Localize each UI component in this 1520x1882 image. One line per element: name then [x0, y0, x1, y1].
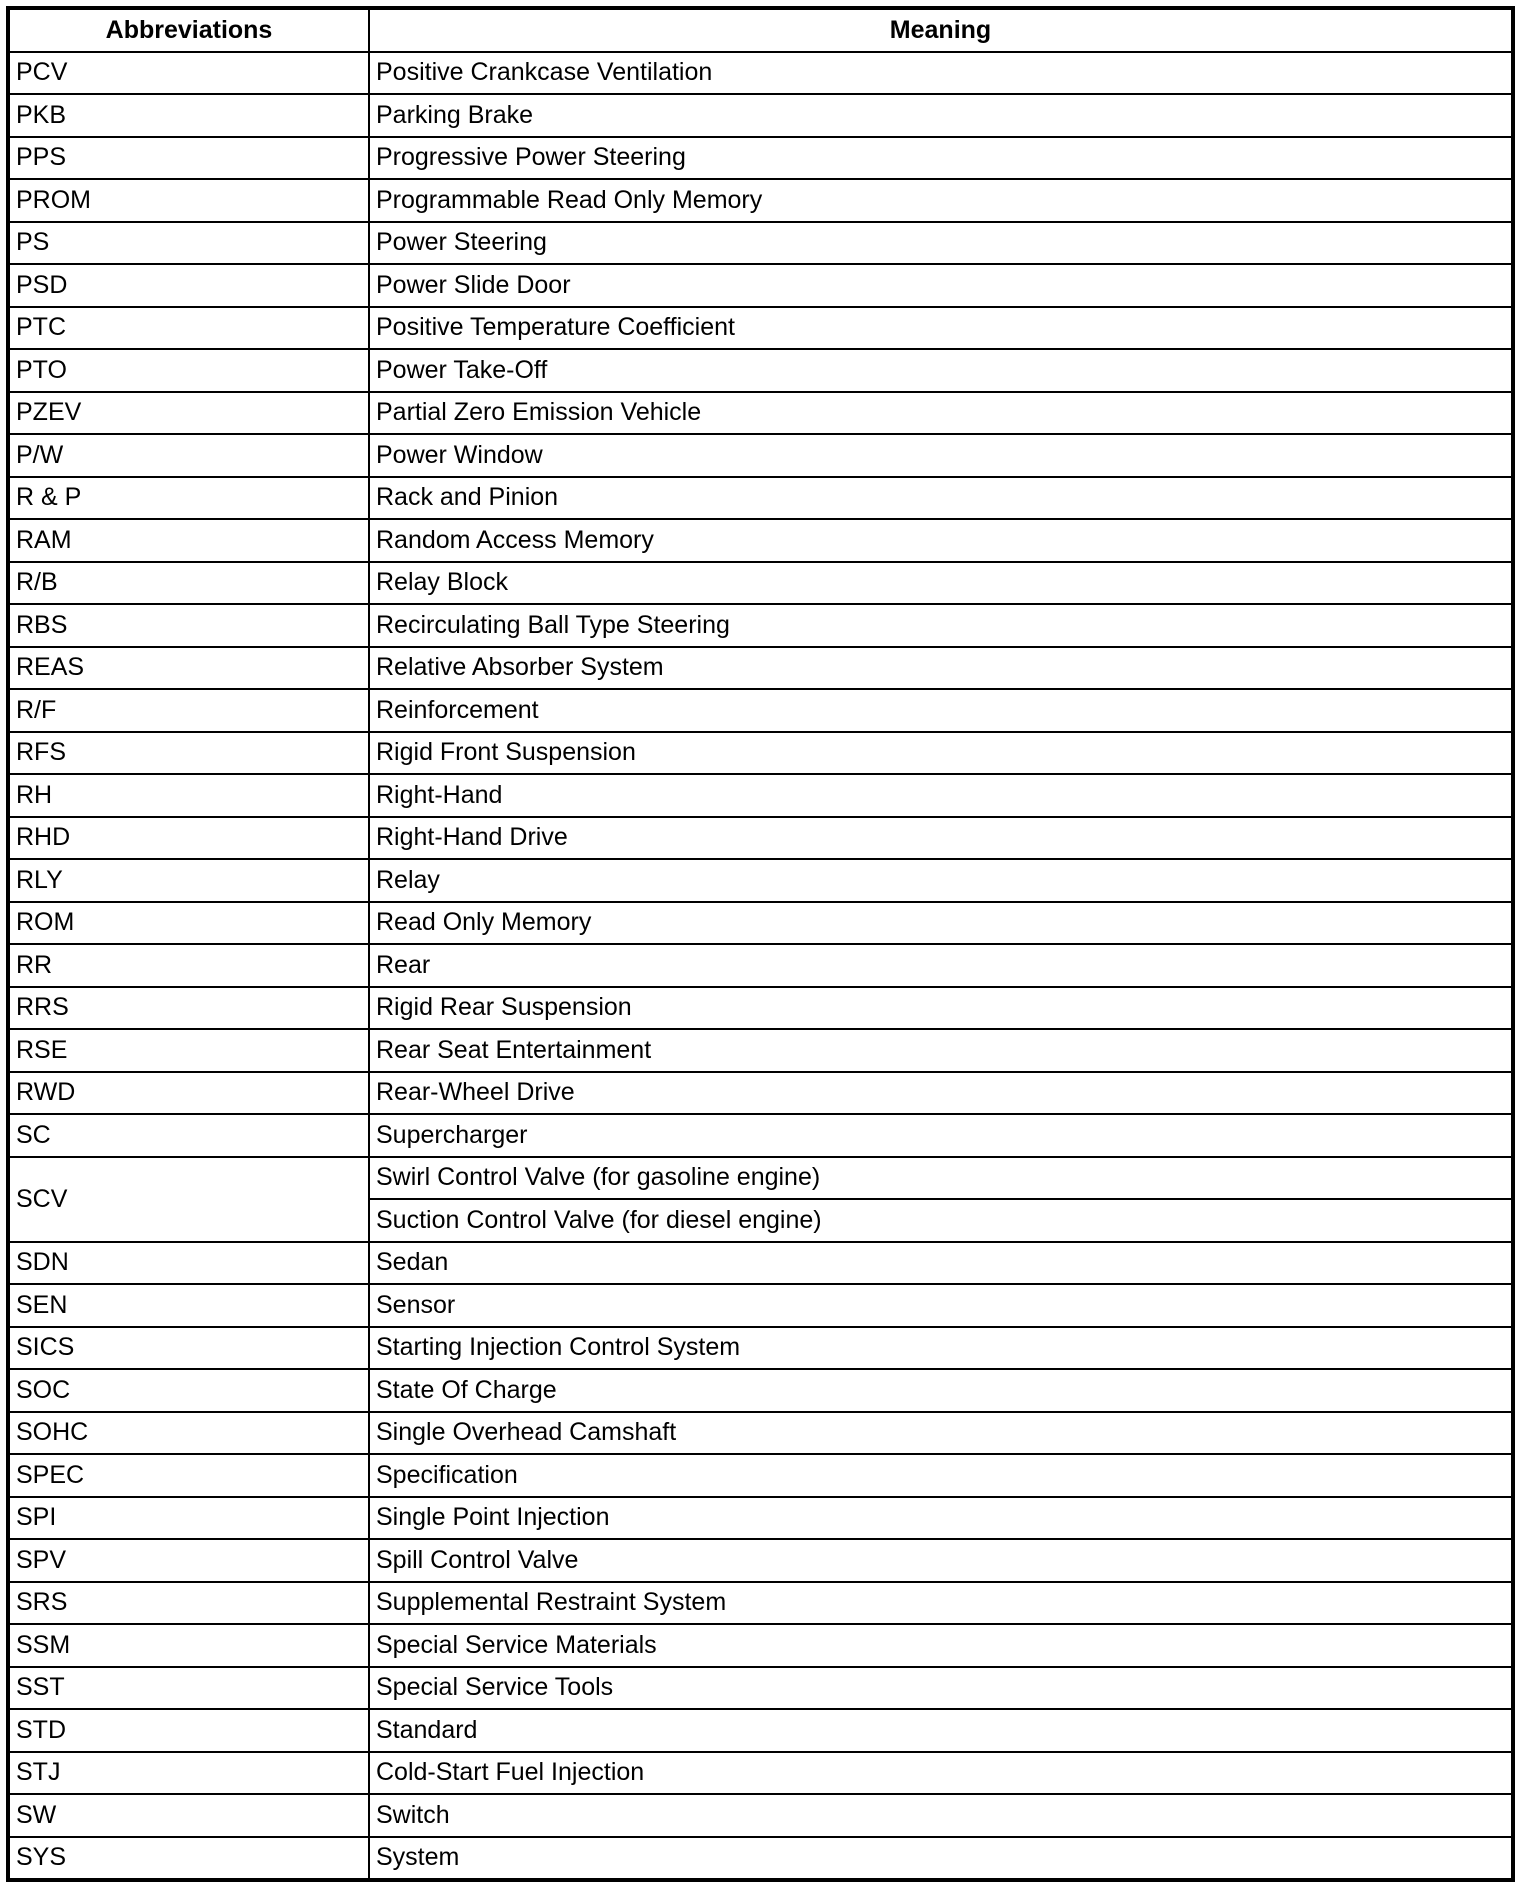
table-row: [8, 1369, 1513, 1412]
abbreviation-cell: SRS: [8, 1582, 369, 1625]
abbreviation-cell: RWD: [8, 1072, 369, 1115]
table-row: [8, 307, 1513, 350]
meaning-cell: Rack and Pinion: [369, 477, 1513, 520]
table-row: [8, 1539, 1513, 1582]
meaning-cell: Read Only Memory: [369, 902, 1513, 945]
table-row: [8, 1412, 1513, 1455]
table-row: [8, 1454, 1513, 1497]
abbreviation-cell: PROM: [8, 179, 369, 222]
meaning-cell: Supercharger: [369, 1114, 1513, 1157]
meaning-cell: System: [369, 1837, 1513, 1881]
abbreviation-cell: PTC: [8, 307, 369, 350]
table-row: [8, 1072, 1513, 1115]
abbreviation-cell: SEN: [8, 1284, 369, 1327]
abbreviation-cell: RBS: [8, 604, 369, 647]
meaning-cell: Rigid Front Suspension: [369, 732, 1513, 775]
table-row: [8, 1624, 1513, 1667]
abbreviation-cell: P/W: [8, 434, 369, 477]
meaning-cell: Sensor: [369, 1284, 1513, 1327]
table-row: [8, 1029, 1513, 1072]
abbreviation-cell: SW: [8, 1794, 369, 1837]
meaning-cell: Standard: [369, 1709, 1513, 1752]
abbreviation-cell: SOHC: [8, 1412, 369, 1455]
abbreviation-cell: SYS: [8, 1837, 369, 1881]
meaning-cell: Rear-Wheel Drive: [369, 1072, 1513, 1115]
table-row: [8, 434, 1513, 477]
meaning-cell: Positive Crankcase Ventilation: [369, 52, 1513, 95]
table-row: [8, 1667, 1513, 1710]
meaning-cell: Relay Block: [369, 562, 1513, 605]
table-header-row: [8, 8, 1513, 52]
table-row: [8, 987, 1513, 1030]
meaning-cell: Random Access Memory: [369, 519, 1513, 562]
abbreviation-cell: STD: [8, 1709, 369, 1752]
meaning-cell: Parking Brake: [369, 94, 1513, 137]
abbreviation-cell: STJ: [8, 1752, 369, 1795]
meaning-cell: Switch: [369, 1794, 1513, 1837]
abbreviation-cell: PTO: [8, 349, 369, 392]
abbreviation-cell: SST: [8, 1667, 369, 1710]
table-row: [8, 817, 1513, 860]
abbreviation-cell: R/F: [8, 689, 369, 732]
abbreviation-cell: RHD: [8, 817, 369, 860]
table-body: [8, 52, 1513, 1881]
abbreviation-cell: PZEV: [8, 392, 369, 435]
meaning-cell: Single Overhead Camshaft: [369, 1412, 1513, 1455]
abbreviation-cell: SPEC: [8, 1454, 369, 1497]
meaning-cell: Cold-Start Fuel Injection: [369, 1752, 1513, 1795]
abbreviation-cell: PCV: [8, 52, 369, 95]
abbreviation-cell: SSM: [8, 1624, 369, 1667]
table-row: [8, 944, 1513, 987]
meaning-cell: Starting Injection Control System: [369, 1327, 1513, 1370]
table-row: [8, 137, 1513, 180]
meaning-cell: Swirl Control Valve (for gasoline engine): [369, 1157, 1513, 1200]
abbreviations-table: [6, 6, 1515, 1882]
abbreviation-cell: PSD: [8, 264, 369, 307]
table-row: [8, 1837, 1513, 1881]
abbreviation-cell: ROM: [8, 902, 369, 945]
meaning-cell: Special Service Materials: [369, 1624, 1513, 1667]
meaning-cell: Power Window: [369, 434, 1513, 477]
meaning-cell: Sedan: [369, 1242, 1513, 1285]
table-row: [8, 774, 1513, 817]
table-row: [8, 1242, 1513, 1285]
meaning-cell: Right-Hand Drive: [369, 817, 1513, 860]
abbreviation-cell: PS: [8, 222, 369, 265]
abbreviation-cell: SOC: [8, 1369, 369, 1412]
meaning-cell: State Of Charge: [369, 1369, 1513, 1412]
meaning-cell: Supplemental Restraint System: [369, 1582, 1513, 1625]
meaning-cell: Rear: [369, 944, 1513, 987]
meaning-cell: Specification: [369, 1454, 1513, 1497]
abbreviation-cell: SCV: [8, 1157, 369, 1242]
abbreviation-cell: SPI: [8, 1497, 369, 1540]
table-row: [8, 689, 1513, 732]
table-row: [8, 392, 1513, 435]
abbreviation-cell: RH: [8, 774, 369, 817]
table-row: [8, 222, 1513, 265]
abbreviation-cell: SPV: [8, 1539, 369, 1582]
abbreviation-cell: SC: [8, 1114, 369, 1157]
table-row: [8, 1709, 1513, 1752]
table-row: [8, 52, 1513, 95]
table-row: [8, 1327, 1513, 1370]
abbreviation-cell: RRS: [8, 987, 369, 1030]
table-row: [8, 349, 1513, 392]
table-row: [8, 1582, 1513, 1625]
meaning-cell: Recirculating Ball Type Steering: [369, 604, 1513, 647]
table-row: [8, 1157, 1513, 1200]
meaning-cell: Spill Control Valve: [369, 1539, 1513, 1582]
table-row: [8, 732, 1513, 775]
meaning-cell: Power Steering: [369, 222, 1513, 265]
abbreviation-cell: REAS: [8, 647, 369, 690]
meaning-cell: Power Take-Off: [369, 349, 1513, 392]
meaning-cell: Rear Seat Entertainment: [369, 1029, 1513, 1072]
table-row: [8, 1794, 1513, 1837]
abbreviation-cell: R/B: [8, 562, 369, 605]
table-row: [8, 1284, 1513, 1327]
meaning-cell: Progressive Power Steering: [369, 137, 1513, 180]
table-row: [8, 859, 1513, 902]
abbreviation-cell: RFS: [8, 732, 369, 775]
abbreviation-cell: RSE: [8, 1029, 369, 1072]
table-row: [8, 519, 1513, 562]
meaning-cell: Power Slide Door: [369, 264, 1513, 307]
meaning-cell: Relative Absorber System: [369, 647, 1513, 690]
abbreviation-cell: RAM: [8, 519, 369, 562]
meaning-cell: Right-Hand: [369, 774, 1513, 817]
abbreviation-cell: SICS: [8, 1327, 369, 1370]
meaning-cell: Relay: [369, 859, 1513, 902]
abbreviation-cell: RR: [8, 944, 369, 987]
meaning-cell: Programmable Read Only Memory: [369, 179, 1513, 222]
table-row: [8, 94, 1513, 137]
abbreviation-cell: RLY: [8, 859, 369, 902]
meaning-cell: Suction Control Valve (for diesel engine): [369, 1199, 1513, 1242]
header-abbreviations: Abbreviations: [8, 8, 369, 52]
meaning-cell: Single Point Injection: [369, 1497, 1513, 1540]
table-row: [8, 647, 1513, 690]
header-meaning: Meaning: [369, 8, 1513, 52]
abbreviation-cell: PKB: [8, 94, 369, 137]
meaning-cell: Reinforcement: [369, 689, 1513, 732]
table-row: [8, 1114, 1513, 1157]
abbreviation-cell: R & P: [8, 477, 369, 520]
abbreviation-cell: PPS: [8, 137, 369, 180]
table-row: [8, 264, 1513, 307]
table-row: [8, 1752, 1513, 1795]
meaning-cell: Partial Zero Emission Vehicle: [369, 392, 1513, 435]
table-row: [8, 179, 1513, 222]
table-row: [8, 604, 1513, 647]
abbreviation-cell: SDN: [8, 1242, 369, 1285]
meaning-cell: Rigid Rear Suspension: [369, 987, 1513, 1030]
abbreviations-table-wrapper: [6, 6, 1511, 1882]
table-row: [8, 902, 1513, 945]
meaning-cell: Positive Temperature Coefficient: [369, 307, 1513, 350]
meaning-cell: Special Service Tools: [369, 1667, 1513, 1710]
table-row: [8, 1497, 1513, 1540]
table-row: [8, 477, 1513, 520]
table-row: [8, 562, 1513, 605]
